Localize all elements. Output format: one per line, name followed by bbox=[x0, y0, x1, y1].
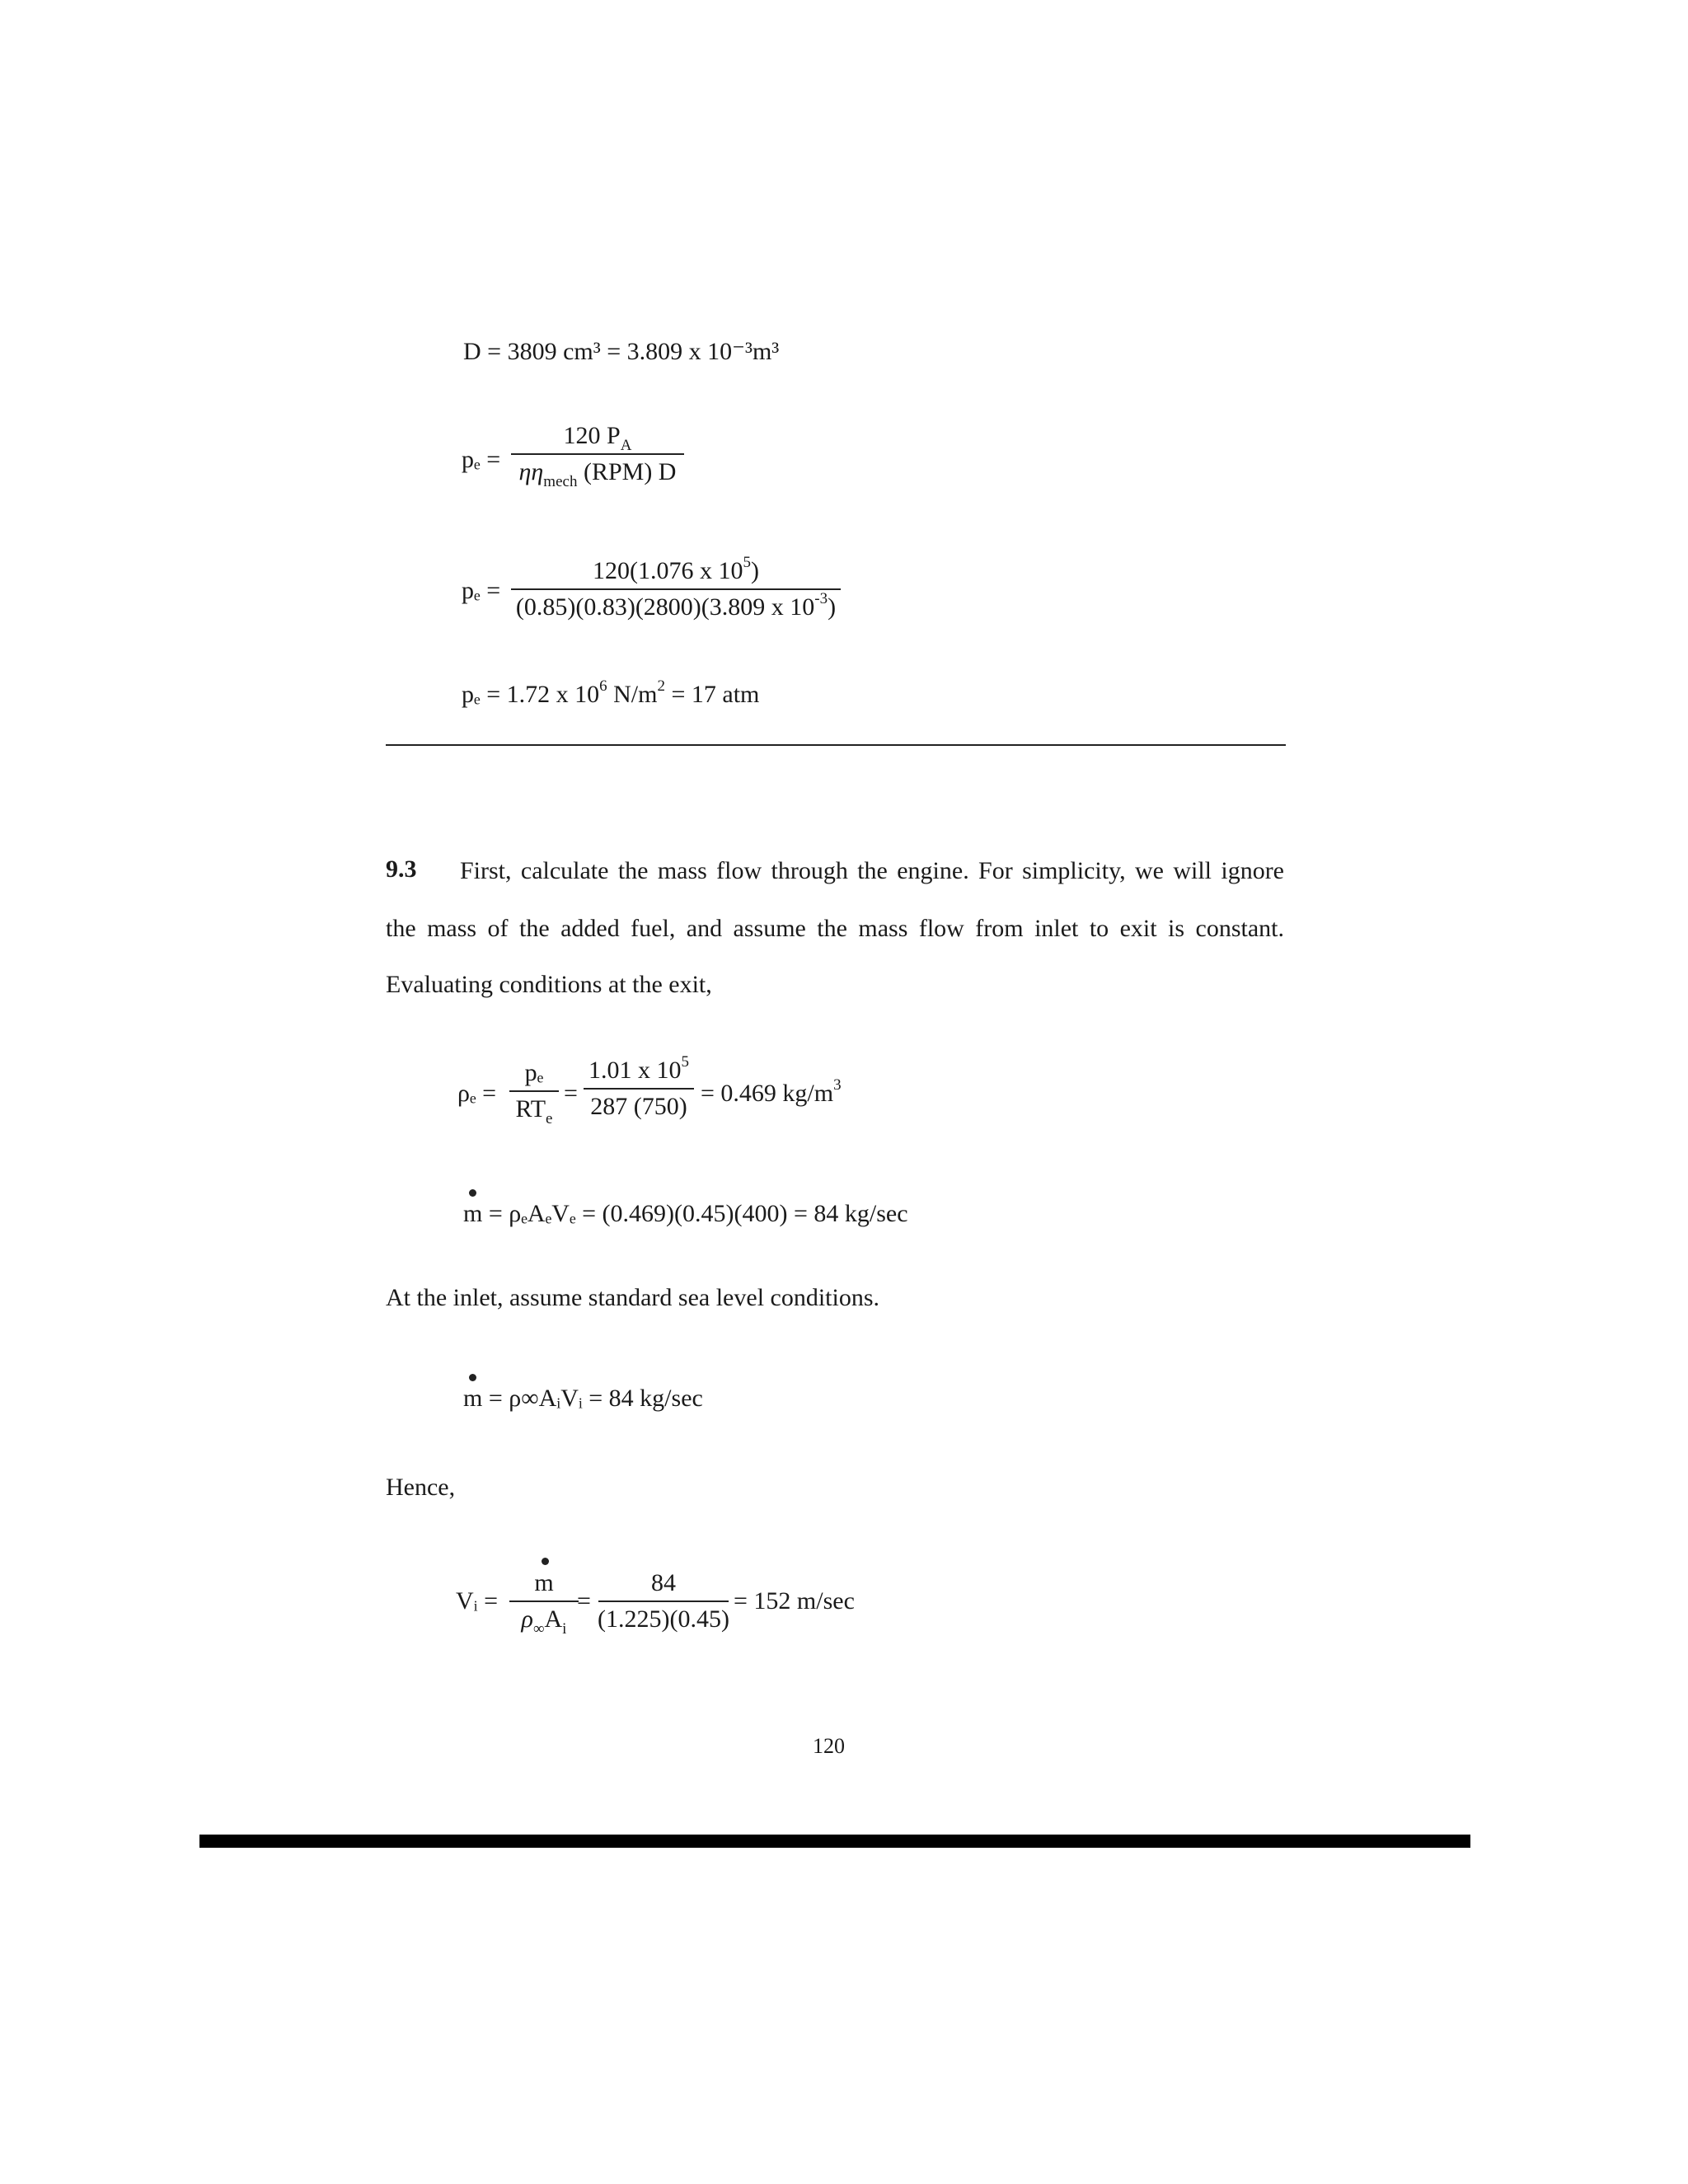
mdot-dot bbox=[469, 1374, 476, 1381]
equation-pe-sub-lhs: pₑ = bbox=[462, 577, 501, 604]
equation-vi-result: = 152 m/sec bbox=[734, 1587, 855, 1615]
fraction-bar bbox=[511, 588, 841, 590]
fraction-denominator: $\rho_\infty A_i$ bbox=[521, 1605, 567, 1638]
fraction-denominator: $\eta\eta_{mech}$ (RPM) D bbox=[518, 458, 677, 490]
fraction-denominator: (1.225)(0.45) bbox=[598, 1605, 729, 1633]
fraction-denominator: 287 (750) bbox=[590, 1093, 687, 1120]
equation-rho-lhs: ρₑ = bbox=[457, 1080, 497, 1107]
fraction-bar bbox=[598, 1601, 729, 1602]
equals-sign: = bbox=[577, 1587, 591, 1615]
mdot-dot bbox=[542, 1558, 549, 1565]
fraction-numerator: pₑ bbox=[524, 1059, 544, 1086]
fraction-pe-formula bbox=[511, 422, 684, 490]
fraction-denominator: (0.85)(0.83)(2800)(3.809 x $10^{-3}$) bbox=[515, 590, 837, 621]
equation-mdot-inlet: m = ρ∞AᵢVᵢ = 84 kg/sec bbox=[463, 1385, 703, 1412]
fraction-numerator: 120(1.076 x $10^5$) bbox=[593, 554, 759, 584]
fraction-numerator: 1.01 x $10^5$ bbox=[588, 1053, 689, 1084]
equation-pe-lhs: pₑ = bbox=[462, 446, 501, 473]
paragraph-line-1: First, calculate the mass flow through the engine. For simplicity, we will ignore bbox=[460, 857, 1284, 884]
fraction-bar bbox=[511, 453, 684, 455]
fraction-bar bbox=[509, 1601, 579, 1602]
page-number: 120 bbox=[813, 1734, 845, 1758]
fraction-pe-substitution bbox=[511, 554, 841, 621]
equation-rho-result: = 0.469 $kg/m^3$ bbox=[701, 1076, 842, 1107]
equation-pe-result: pₑ = 1.72 x $10^6$ $N/m^2 = 17$ atm bbox=[462, 677, 760, 708]
equation-vi-lhs: Vᵢ = bbox=[456, 1587, 498, 1615]
fraction-denominator: $RT_e$ bbox=[515, 1095, 553, 1127]
fraction-rho-values bbox=[584, 1053, 694, 1120]
fraction-bar bbox=[509, 1090, 559, 1092]
fraction-numerator: 84 bbox=[651, 1569, 676, 1596]
paragraph-hence: Hence, bbox=[386, 1474, 456, 1501]
fraction-rho-definition bbox=[509, 1059, 559, 1127]
equation-mdot-exit: m = ρₑAₑVₑ = (0.469)(0.45)(400) = 84 kg/sec bbox=[463, 1200, 908, 1227]
section-divider bbox=[386, 744, 1286, 746]
fraction-vi-definition bbox=[509, 1569, 579, 1638]
footer-bar bbox=[199, 1835, 1470, 1848]
fraction-bar bbox=[584, 1088, 694, 1090]
mdot-dot bbox=[469, 1189, 476, 1197]
paragraph-inlet: At the inlet, assume standard sea level conditions. bbox=[386, 1284, 880, 1311]
equation-displacement: D = 3809 cm³ = 3.809 x 10⁻³m³ bbox=[463, 338, 780, 365]
equals-sign: = bbox=[564, 1080, 578, 1107]
fraction-numerator: 120 $P_A$ bbox=[563, 422, 632, 454]
paragraph-line-3: Evaluating conditions at the exit, bbox=[386, 971, 712, 998]
fraction-vi-values bbox=[598, 1571, 729, 1632]
fraction-numerator: m bbox=[534, 1569, 554, 1596]
section-number: 9.3 bbox=[386, 855, 417, 883]
paragraph-line-2: the mass of the added fuel, and assume the mass flow from inlet to exit is constant. bbox=[386, 915, 1284, 942]
